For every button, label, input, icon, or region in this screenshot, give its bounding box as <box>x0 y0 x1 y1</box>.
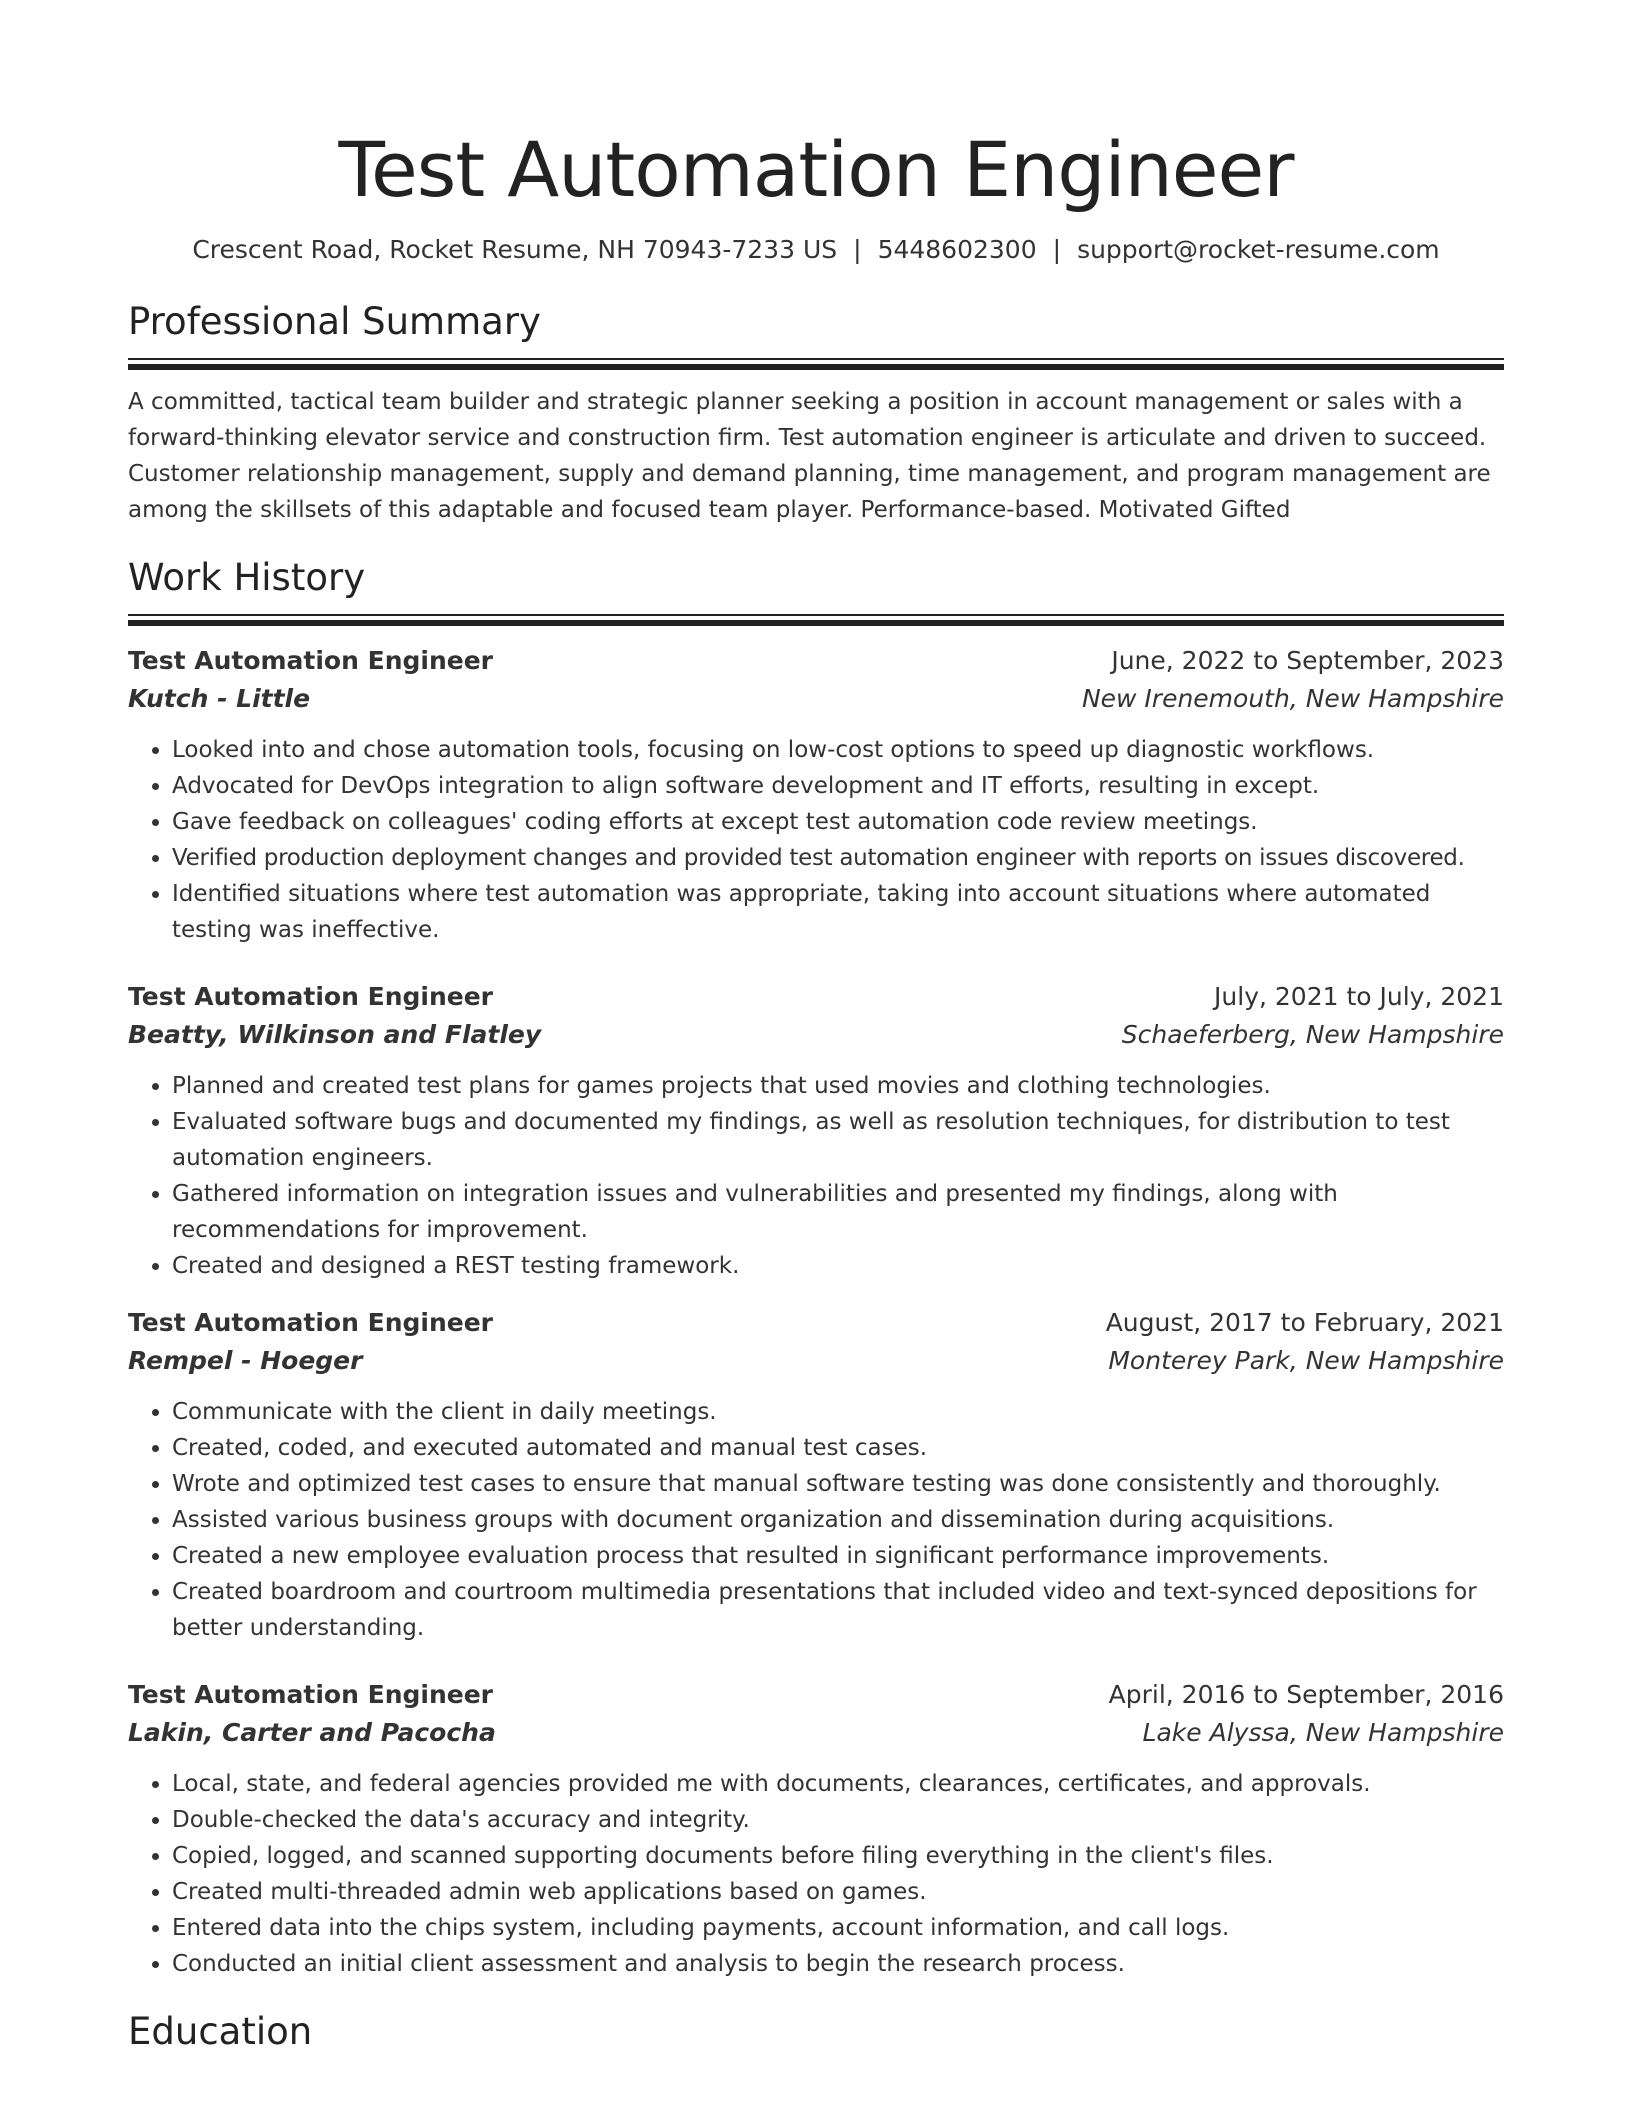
job-header <box>128 978 1504 1016</box>
section-divider <box>128 358 1504 370</box>
job-bullet: • Local, state, and federal agencies provided me with documents, clearances, certificates, and approvals. <box>172 1766 1504 1802</box>
job-title: Test Automation Engineer <box>128 1680 493 1709</box>
contact-address: Crescent Road, Rocket Resume, NH 70943-7233 US <box>192 235 838 264</box>
job-bullet: • Created and designed a REST testing framework. <box>172 1248 1504 1284</box>
section-divider <box>128 614 1504 626</box>
contact-line <box>128 232 1504 268</box>
job-header <box>128 1676 1504 1714</box>
job-bullet: • Created boardroom and courtroom multimedia presentations that included video and text-synced depositions for better understanding. <box>172 1574 1504 1646</box>
education-heading: Education <box>128 2010 313 2053</box>
job-bullet: • Verified production deployment changes and provided test automation engineer with reports on issues discovered. <box>172 840 1504 876</box>
work-history-section <box>128 554 1504 1982</box>
job-subheader <box>128 1714 1504 1752</box>
resume-page <box>128 0 1504 2056</box>
job-location: Schaeferberg, New Hampshire <box>1121 1020 1504 1049</box>
job-dates: June, 2022 to September, 2023 <box>1111 646 1504 675</box>
job-company: Rempel - Hoeger <box>128 1346 363 1375</box>
summary-text: A committed, tactical team builder and strategic planner seeking a position in account management or sales with a forward-thinking elevator service and construction firm. Test automation engineer is articulate and driven to succeed. Customer relationship management, supply and demand planning, time management, and program management are among the skillsets of this adaptable and focused team player. Performance-based. Motivated Gifted <box>128 389 1491 523</box>
work-history-heading: Work History <box>128 556 366 599</box>
job-bullet: • Communicate with the client in daily meetings. <box>172 1394 1504 1430</box>
job-header <box>128 1304 1504 1342</box>
job-dates: August, 2017 to February, 2021 <box>1105 1308 1504 1337</box>
job-bullet: • Copied, logged, and scanned supporting documents before filing everything in the client's files. <box>172 1838 1504 1874</box>
job-header <box>128 642 1504 680</box>
job-entry <box>128 1676 1504 1982</box>
job-bullet: • Gathered information on integration issues and vulnerabilities and presented my findings, along with recommendations for improvement. <box>172 1176 1504 1248</box>
job-company: Kutch - Little <box>128 684 311 713</box>
summary-section <box>128 298 1504 528</box>
job-company: Lakin, Carter and Pacocha <box>128 1718 496 1747</box>
contact-email: support@rocket-resume.com <box>1077 235 1440 264</box>
job-bullet: • Entered data into the chips system, including payments, account information, and call logs. <box>172 1910 1504 1946</box>
job-bullet: • Conducted an initial client assessment and analysis to begin the research process. <box>172 1946 1504 1982</box>
job-dates: July, 2021 to July, 2021 <box>1214 982 1504 1011</box>
job-bullet: • Planned and created test plans for games projects that used movies and clothing technologies. <box>172 1068 1504 1104</box>
job-dates: April, 2016 to September, 2016 <box>1108 1680 1504 1709</box>
job-bullets <box>128 1394 1504 1646</box>
job-entry <box>128 1304 1504 1646</box>
job-bullet: • Wrote and optimized test cases to ensure that manual software testing was done consistently and thoroughly. <box>172 1466 1504 1502</box>
job-title: Test Automation Engineer <box>128 1308 493 1337</box>
job-bullet: • Advocated for DevOps integration to align software development and IT efforts, resulting in except. <box>172 768 1504 804</box>
contact-separator: | <box>1052 235 1062 264</box>
job-bullet: • Created, coded, and executed automated and manual test cases. <box>172 1430 1504 1466</box>
job-bullet: • Assisted various business groups with document organization and dissemination during acquisitions. <box>172 1502 1504 1538</box>
job-location: Monterey Park, New Hampshire <box>1108 1346 1504 1375</box>
job-bullets <box>128 732 1504 948</box>
job-subheader <box>128 1342 1504 1380</box>
contact-phone: 5448602300 <box>877 235 1037 264</box>
job-entry <box>128 642 1504 948</box>
summary-heading: Professional Summary <box>128 300 541 343</box>
job-subheader <box>128 1016 1504 1054</box>
job-bullets <box>128 1766 1504 1982</box>
job-bullet: • Gave feedback on colleagues' coding efforts at except test automation code review meetings. <box>172 804 1504 840</box>
job-title: Test Automation Engineer <box>128 982 493 1011</box>
job-entry <box>128 978 1504 1284</box>
job-bullet: • Created a new employee evaluation process that resulted in significant performance improvements. <box>172 1538 1504 1574</box>
job-bullet: • Double-checked the data's accuracy and integrity. <box>172 1802 1504 1838</box>
job-bullet: • Identified situations where test automation was appropriate, taking into account situations where automated testing was ineffective. <box>172 876 1504 948</box>
job-bullet: • Created multi-threaded admin web applications based on games. <box>172 1874 1504 1910</box>
education-section <box>128 2008 1504 2056</box>
job-bullet: • Evaluated software bugs and documented my findings, as well as resolution techniques, for distribution to test automation engineers. <box>172 1104 1504 1176</box>
resume-name: Test Automation Engineer <box>338 125 1294 214</box>
job-bullet: • Looked into and chose automation tools, focusing on low-cost options to speed up diagnostic workflows. <box>172 732 1504 768</box>
job-title: Test Automation Engineer <box>128 646 493 675</box>
job-subheader <box>128 680 1504 718</box>
job-bullets <box>128 1068 1504 1284</box>
job-company: Beatty, Wilkinson and Flatley <box>128 1020 542 1049</box>
job-location: Lake Alyssa, New Hampshire <box>1142 1718 1504 1747</box>
contact-separator: | <box>853 235 862 264</box>
job-location: New Irenemouth, New Hampshire <box>1081 684 1504 713</box>
